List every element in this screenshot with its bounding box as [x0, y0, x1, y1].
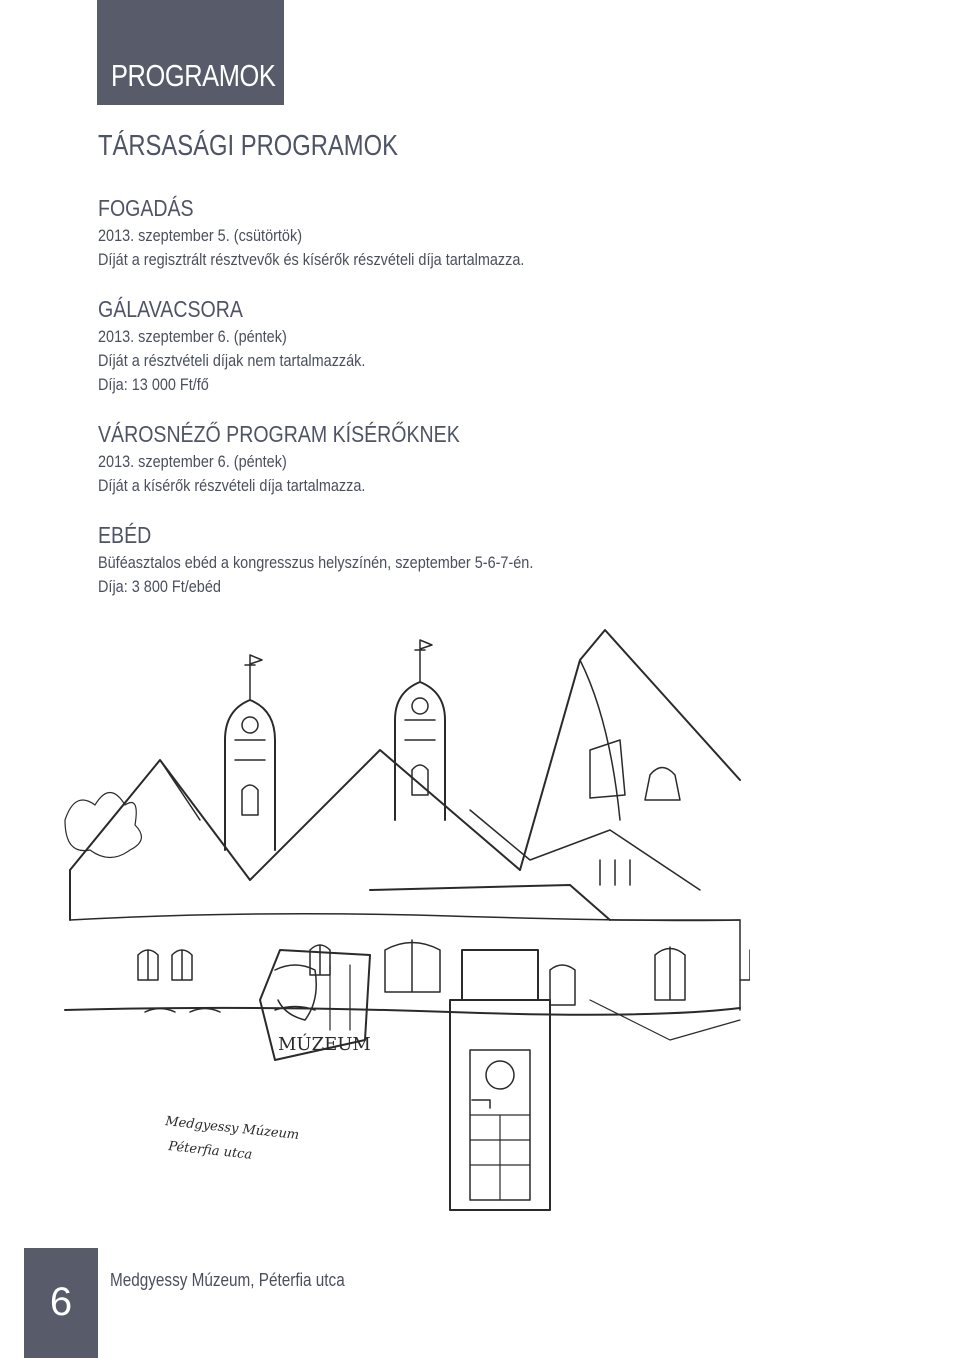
section-line: Díja: 13 000 Ft/fő: [98, 375, 209, 394]
section-title: FOGADÁS: [98, 195, 194, 221]
section-title: EBÉD: [98, 522, 152, 548]
section-line: Büféasztalos ebéd a kongresszus helyszínén, szeptember 5-6-7-én.: [98, 553, 534, 572]
section-line: 2013. szeptember 6. (péntek): [98, 452, 287, 471]
handwritten-caption-line2: Péterfia utca: [167, 1139, 253, 1163]
section-line: Díját a résztvételi díjak nem tartalmazzák.: [98, 351, 366, 370]
header-tab: [97, 0, 284, 105]
museum-sketch-illustration: [50, 620, 750, 1220]
handwritten-caption-line1: Medgyessy Múzeum: [164, 1114, 300, 1144]
section-line: Díját a regisztrált résztvevők és kísérők részvételi díja tartalmazza.: [98, 250, 525, 269]
section-line: Díját a kísérők részvételi díja tartalmazza.: [98, 476, 366, 495]
section-title: VÁROSNÉZŐ PROGRAM KÍSÉRŐKNEK: [98, 421, 460, 447]
page-number: 6: [49, 1280, 73, 1324]
page-number-tab: [24, 1248, 98, 1358]
main-content: [98, 130, 898, 623]
section-line: 2013. szeptember 6. (péntek): [98, 327, 287, 346]
section-galavacsora: [98, 296, 898, 397]
section-title: GÁLAVACSORA: [98, 296, 243, 322]
section-fogadas: [98, 195, 898, 272]
section-line: 2013. szeptember 5. (csütörtök): [98, 226, 303, 245]
section-line: Díja: 3 800 Ft/ebéd: [98, 577, 221, 596]
section-varosnezo: [98, 421, 898, 498]
footer-caption: Medgyessy Múzeum, Péterfia utca: [110, 1270, 345, 1290]
page-heading: TÁRSASÁGI PROGRAMOK: [98, 130, 398, 162]
museum-sign-text: MÚZEUM: [278, 1034, 371, 1055]
header-tab-label: PROGRAMOK: [111, 58, 276, 93]
section-ebed: [98, 522, 898, 599]
